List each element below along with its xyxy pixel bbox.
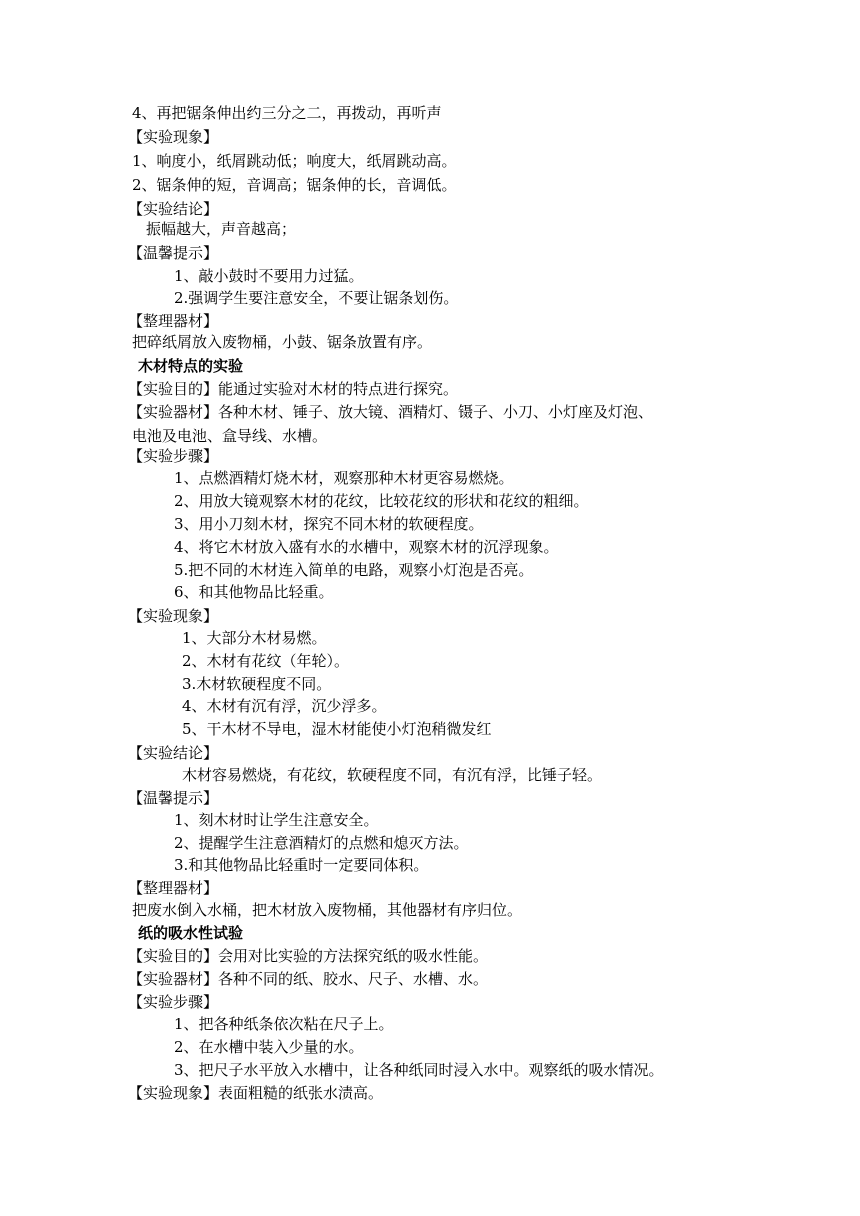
section-heading: 木材特点的实验: [138, 357, 244, 375]
text-line: 1、刻木材时让学生注意安全。: [174, 811, 379, 829]
text-line: 2、锯条伸的短，音调高；锯条伸的长，音调低。: [132, 176, 457, 194]
text-line: 2、木材有花纹（年轮）。: [182, 652, 350, 670]
text-line: 1、敲小鼓时不要用力过猛。: [174, 267, 364, 285]
text-line: 【实验现象】: [128, 128, 219, 146]
text-line: 【实验目的】能通过实验对木材的特点进行探究。: [128, 380, 459, 398]
text-line: 5.把不同的木材连入简单的电路，观察小灯泡是否亮。: [174, 561, 534, 579]
text-line: 【实验器材】各种木材、锤子、放大镜、酒精灯、镊子、小刀、小灯座及灯泡、: [128, 403, 654, 421]
text-line: 【实验结论】: [128, 744, 219, 762]
text-line: 【整理器材】: [128, 879, 219, 897]
text-line: 1、大部分木材易燃。: [182, 629, 327, 647]
text-line: 2、用放大镜观察木材的花纹，比较花纹的形状和花纹的粗细。: [174, 492, 589, 510]
text-line: 【实验步骤】: [128, 993, 219, 1011]
text-line: 4、再把锯条伸出约三分之二，再拨动，再听声: [132, 104, 442, 122]
text-line: 1、把各种纸条依次粘在尺子上。: [174, 1015, 394, 1033]
text-line: 把碎纸屑放入废物桶，小鼓、锯条放置有序。: [132, 333, 433, 351]
text-line: 3、用小刀刻木材，探究不同木材的软硬程度。: [174, 515, 484, 533]
text-line: 【实验步骤】: [128, 447, 219, 465]
text-line: 2.强调学生要注意安全，不要让锯条划伤。: [174, 289, 459, 307]
text-line: 4、木材有沉有浮，沉少浮多。: [182, 697, 387, 715]
text-line: 电池及电池、盒导线、水槽。: [132, 427, 328, 445]
text-line: 2、在水槽中装入少量的水。: [174, 1038, 364, 1056]
text-line: 2、提醒学生注意酒精灯的点燃和熄灭方法。: [174, 834, 469, 852]
text-line: 5、干木材不导电，湿木材能使小灯泡稍微发红: [182, 720, 492, 738]
text-line: 【实验现象】: [128, 607, 219, 625]
text-line: 1、响度小，纸屑跳动低；响度大，纸屑跳动高。: [132, 152, 457, 170]
text-line: 1、点燃酒精灯烧木材，观察那种木材更容易燃烧。: [174, 469, 514, 487]
text-line: 【实验器材】各种不同的纸、胶水、尺子、水槽、水。: [128, 970, 489, 988]
text-line: 3.和其他物品比轻重时一定要同体积。: [174, 856, 429, 874]
text-line: 【温馨提示】: [128, 244, 219, 262]
text-line: 4、将它木材放入盛有水的水槽中，观察木材的沉浮现象。: [174, 538, 559, 556]
text-line: 【实验结论】: [128, 200, 219, 218]
text-line: 【实验现象】表面粗糙的纸张水渍高。: [128, 1084, 384, 1102]
text-line: 【整理器材】: [128, 312, 219, 330]
text-line: 振幅越大，声音越高；: [146, 220, 297, 238]
text-line: 3.木材软硬程度不同。: [182, 675, 332, 693]
text-line: 木材容易燃烧，有花纹，软硬程度不同，有沉有浮，比锤子轻。: [182, 766, 603, 784]
text-line: 把废水倒入水桶，把木材放入废物桶，其他器材有序归位。: [132, 901, 523, 919]
text-line: 3、把尺子水平放入水槽中，让各种纸同时浸入水中。观察纸的吸水情况。: [174, 1061, 664, 1079]
text-line: 6、和其他物品比轻重。: [174, 583, 334, 601]
text-line: 【温馨提示】: [128, 789, 219, 807]
section-heading: 纸的吸水性试验: [138, 924, 244, 942]
text-line: 【实验目的】会用对比实验的方法探究纸的吸水性能。: [128, 947, 489, 965]
